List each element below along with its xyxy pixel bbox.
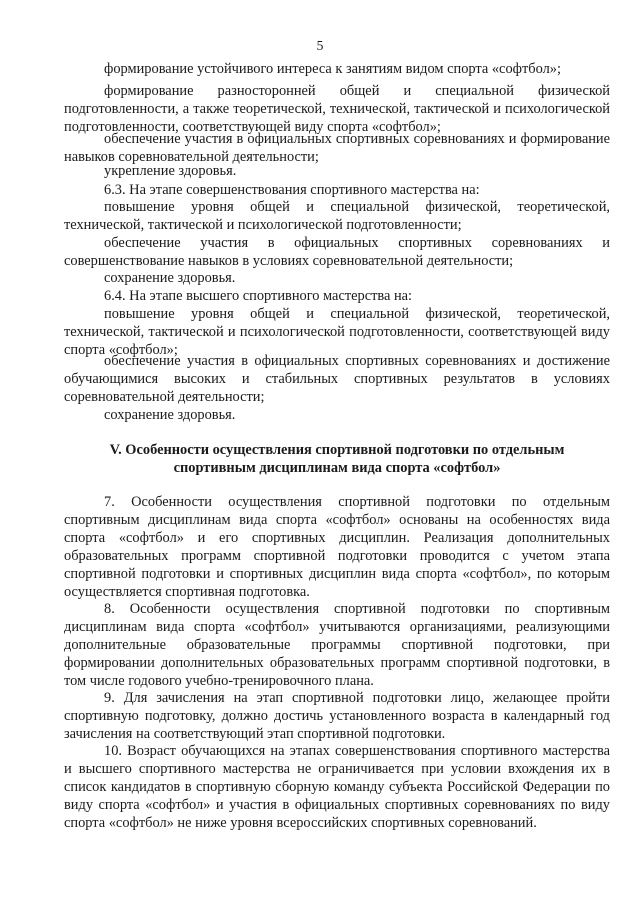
paragraph-10: 10. Возраст обучающихся на этапах совершенствования спортивного мастерства и высшего спортивного мастерства не ограничивается при условии вхождения их в список кандидатов в спортивную сборную команду субъекта Российской Федерации по виду спорта «софтбол» и участия в официальных спортивных соревнованиях по виду спорта «софтбол» не ниже уровня всероссийских спортивных соревнований. [64,743,610,831]
section-6-4-title: 6.4. На этапе высшего спортивного мастерства на: [104,288,413,304]
paragraph-7: 7. Особенности осуществления спортивной подготовки по отдельным спортивным дисциплинам вида спорта «софтбол» основаны на особенностях вида спорта «софтбол» и его спортивных дисциплин. Реализация дополнительных образовательных программ спортивной подготовки проводится с учетом этапа спортивной подготовки и спортивных дисциплин вида спорта «софтбол», по которым осуществляется спортивная подготовка. [64,494,610,600]
paragraph-stage-task-health: укрепление здоровья. [104,163,237,179]
page-number: 5 [316,38,324,53]
chapter-heading-line-1: V. Особенности осуществления спортивной подготовки по отдельным [109,442,565,458]
paragraph-9: 9. Для зачисления на этап спортивной подготовки лицо, желающее пройти спортивную подготовку, должно достичь установленного возраста в календарный год зачисления на соответствующий этап спортивной подготовки. [64,690,610,742]
section-6-3-item-preparedness: повышение уровня общей и специальной физической, теоретической, технической, тактической и психологической подготовленности; [64,199,610,233]
section-6-4-item-health: сохранение здоровья. [104,407,236,423]
paragraph-stage-task-preparedness: формирование разносторонней общей и специальной физической подготовленности, а также теоретической, технической, тактической и психологической подготовленности, соответствующей виду спорта «софтбол»; [64,83,610,135]
section-6-4-item-competitions: обеспечение участия в официальных спортивных соревнованиях и достижение обучающимися высоких и стабильных спортивных результатов в условиях соревновательной деятельности; [64,353,610,405]
section-6-3-title: 6.3. На этапе совершенствования спортивного мастерства на: [104,182,480,198]
paragraph-stage-task-competitions: обеспечение участия в официальных спортивных соревнованиях и формирование навыков соревновательной деятельности; [64,131,610,165]
section-6-4-item-preparedness: повышение уровня общей и специальной физической, теоретической, технической, тактической и психологической подготовленности, соответствующей виду спорта «софтбол»; [64,306,610,358]
section-6-3-item-health: сохранение здоровья. [104,270,236,286]
section-6-3-item-competitions: обеспечение участия в официальных спортивных соревнованиях и совершенствование навыков в условиях соревновательной деятельности; [64,235,610,269]
chapter-heading-line-2: спортивным дисциплинам вида спорта «софтбол» [173,460,501,476]
paragraph-stage-task-interest: формирование устойчивого интереса к занятиям видом спорта «софтбол»; [104,61,561,77]
paragraph-8: 8. Особенности осуществления спортивной подготовки по спортивным дисциплинам вида спорта «софтбол» учитываются организациями, реализующими дополнительные образовательные программы спортивной подготовки, при формировании дополнительных образовательных программ спортивной подготовки, в том числе годового учебно-тренировочного плана. [64,601,610,689]
